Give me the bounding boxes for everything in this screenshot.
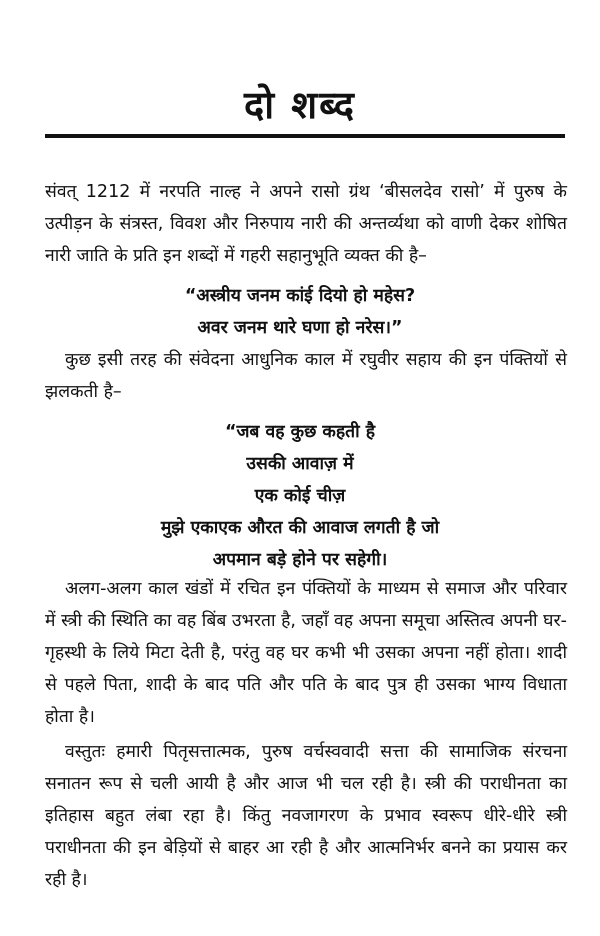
verse-line: एक कोई चीज़ <box>254 486 346 506</box>
verse-line: मुझे एकाएक औरत की आवाज लगती है जो <box>160 518 440 538</box>
verse-line: अवर जनम थारे घणा हो नरेस।” <box>197 318 403 338</box>
paragraph-analysis: अलग-अलग काल खंडों में रचित इन पंक्तियों के माध्यम से समाज और परिवार में स्त्री की स्थिति का वह बिंब उभरता है, जहाँ वह अपना समूचा अस्तित्व अपनी घर-गृहस्थी के लिये मिटा देती है, परंतु वह घर कभी भी उसका अपना नहीं होता। शादी से पहले पिता, शादी के बाद पति और पति के बाद पुत्र ही उसका भाग्य विधाता होता है। <box>45 579 567 727</box>
verse-line: “अस्त्रीय जनम कांई दियो हो महेस? <box>184 286 416 306</box>
verse-quote-2 <box>0 416 600 576</box>
page-title: दो शब्द <box>244 83 356 127</box>
paragraph-modern-context: कुछ इसी तरह की संवेदना आधुनिक काल में रघुवीर सहाय की इन पंक्तियों से झलकती है– <box>45 350 567 402</box>
verse-line: अपमान बड़े होने पर सहेगी। <box>212 550 388 570</box>
title-divider <box>45 134 565 138</box>
paragraph-intro: संवत् 1212 में नरपति नाल्ह ने अपने रासो ग्रंथ ‘बीसलदेव रासो’ में पुरुष के उत्पीड़न के संत्रस्त, विवश और निरुपाय नारी की अन्तर्व्यथा को वाणी देकर शोषित नारी जाति के प्रति इन शब्दों में गहरी सहानुभूति व्यक्त की है– <box>45 182 567 266</box>
paragraph-conclusion: वस्तुतः हमारी पितृसत्तात्मक, पुरुष वर्चस्ववादी सत्ता की सामाजिक संरचना सनातन रूप से चली आयी है और आज भी चल रही है। स्त्री की पराधीनता का इतिहास बहुत लंबा रहा है। किंतु नवजागरण के प्रभाव स्वरूप धीरे-धीरे स्त्री पराधीनता की इन बेड़ियों से बाहर आ रही है और आत्मनिर्भर बनने का प्रयास कर रही है। <box>45 742 567 890</box>
verse-line: उसकी आवाज़ में <box>246 454 354 474</box>
verse-quote-1 <box>0 280 600 344</box>
verse-line: “जब वह कुछ कहती है <box>224 422 376 442</box>
